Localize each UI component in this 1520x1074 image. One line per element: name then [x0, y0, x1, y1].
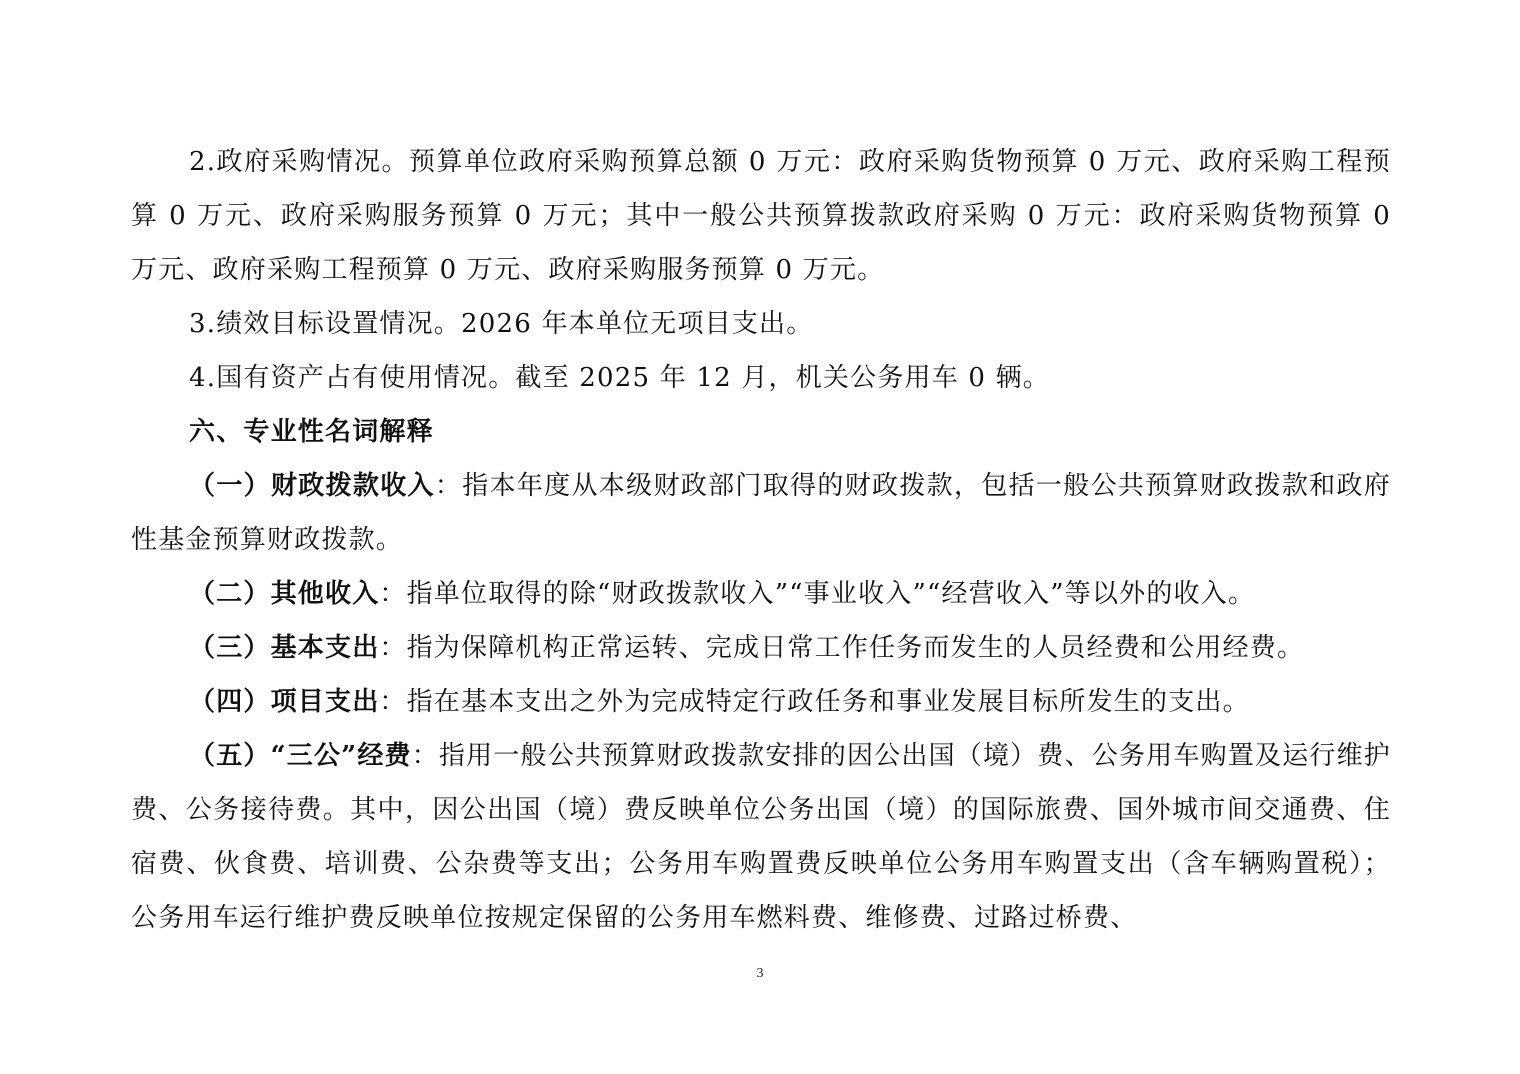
definition-term: （四）项目支出 [189, 687, 380, 717]
definition-text: ：指单位取得的除“财政拨款收入”“事业收入”“经营收入”等以外的收入。 [379, 579, 1256, 609]
page-body [131, 135, 1391, 945]
paragraph-performance-goals: 3.绩效目标设置情况。2026 年本单位无项目支出。 [189, 309, 814, 339]
definition-term: （一）财政拨款收入 [189, 471, 435, 501]
definition-text: ：指为保障机构正常运转、完成日常工作任务而发生的人员经费和公用经费。 [379, 633, 1305, 663]
paragraph-state-assets: 4.国有资产占有使用情况。截至 2025 年 12 月，机关公务用车 0 辆。 [189, 363, 1050, 393]
definition-term: （二）其他收入 [189, 579, 380, 609]
definition-three-public-expenses [131, 729, 1391, 945]
paragraph-government-procurement: 2.政府采购情况。预算单位政府采购预算总额 0 万元：政府采购货物预算 0 万元、政府采购工程预算 0 万元、政府采购服务预算 0 万元；其中一般公共预算拨款政府采购 0 万元：政府采购货物预算 0 万元、政府采购工程预算 0 万元、政府采购服务预算 0 万元。 [131, 147, 1391, 285]
section-heading-terminology: 六、专业性名词解释 [189, 417, 434, 447]
definition-fiscal-appropriation-income [131, 459, 1391, 567]
definition-term: （三）基本支出 [189, 633, 380, 663]
definition-other-income [131, 567, 1391, 621]
definition-basic-expenditure [131, 621, 1391, 675]
definition-text: ：指在基本支出之外为完成特定行政任务和事业发展目标所发生的支出。 [379, 687, 1250, 717]
page-number: 3 [756, 966, 764, 981]
definition-text: ：指用一般公共预算财政拨款安排的因公出国（境）费、公务用车购置及运行维护费、公务接待费。其中，因公出国（境）费反映单位公务出国（境）的国际旅费、国外城市间交通费、住宿费、伙食费、培训费、公杂费等支出；公务用车购置费反映单位公务用车购置支出（含车辆购置税）；公务用车运行维护费反映单位按规定保留的公务用车燃料费、维修费、过路过桥费、 [131, 741, 1391, 933]
definition-project-expenditure [131, 675, 1391, 729]
definition-text: ：指本年度从本级财政部门取得的财政拨款，包括一般公共预算财政拨款和政府性基金预算财政拨款。 [131, 471, 1391, 555]
definition-term: （五）“三公”经费 [189, 741, 412, 771]
